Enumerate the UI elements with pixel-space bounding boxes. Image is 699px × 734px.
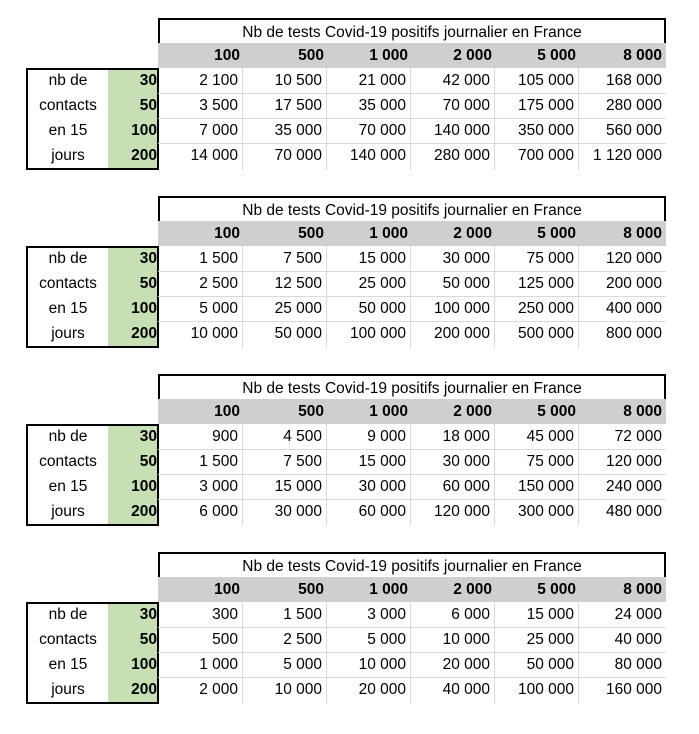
ratio-cell[interactable]: 100 (131, 122, 157, 139)
row-label: nb de (48, 428, 88, 445)
value-cell[interactable]: 70 000 (442, 97, 490, 114)
ratio-cell[interactable]: 100 (131, 300, 157, 317)
column-header[interactable]: 5 000 (494, 43, 578, 68)
ratio-cell[interactable]: 200 (131, 325, 157, 342)
row-label: jours (51, 147, 85, 164)
value-cell[interactable]: 100 000 (349, 325, 406, 342)
value-cell[interactable]: 175 000 (517, 97, 574, 114)
column-header[interactable]: 2 000 (410, 43, 494, 68)
value-cell[interactable]: 50 000 (358, 300, 406, 317)
table-title: Nb de tests Covid-19 positifs journalier en France (158, 552, 666, 577)
column-header[interactable]: 100 (158, 399, 242, 424)
value-cell[interactable]: 25 000 (358, 275, 406, 292)
row-label: en 15 (48, 478, 88, 495)
value-cell[interactable]: 140 000 (349, 147, 406, 164)
value-cell[interactable]: 35 000 (274, 122, 322, 139)
ratio-cell[interactable]: 30 (139, 606, 157, 623)
value-cell[interactable]: 280 000 (433, 147, 490, 164)
value-cell[interactable]: 60 000 (358, 503, 406, 520)
value-cell[interactable]: 12 500 (274, 275, 322, 292)
column-header[interactable]: 5 000 (494, 577, 578, 602)
value-cell[interactable]: 500 (212, 631, 238, 648)
value-cell[interactable]: 125 000 (517, 275, 574, 292)
row-label: jours (51, 325, 85, 342)
table-title: Nb de tests Covid-19 positifs journalier en France (158, 18, 666, 43)
value-cell[interactable]: 120 000 (433, 503, 490, 520)
value-cell[interactable]: 140 000 (433, 122, 490, 139)
ratio-cell[interactable]: 50 (139, 631, 157, 648)
value-cell[interactable]: 60 000 (442, 478, 490, 495)
table-block (0, 196, 699, 374)
value-cell[interactable]: 240 000 (605, 478, 662, 495)
value-cell[interactable]: 17 500 (274, 97, 322, 114)
value-cell[interactable]: 7 000 (199, 122, 238, 139)
value-cell[interactable]: 350 000 (517, 122, 574, 139)
value-cell[interactable]: 10 000 (274, 681, 322, 698)
value-cell[interactable]: 25 000 (526, 631, 574, 648)
value-cell[interactable]: 70 000 (358, 122, 406, 139)
column-header[interactable]: 100 (158, 577, 242, 602)
row-label: jours (51, 681, 85, 698)
column-header[interactable]: 2 000 (410, 399, 494, 424)
row-label: nb de (48, 606, 88, 623)
ratio-cell[interactable]: 50 (139, 275, 157, 292)
value-cell[interactable]: 280 000 (605, 97, 662, 114)
value-cell[interactable]: 30 000 (358, 478, 406, 495)
row-label: contacts (39, 97, 97, 114)
row-label: en 15 (48, 300, 88, 317)
value-cell[interactable]: 15 000 (358, 453, 406, 470)
value-cell[interactable]: 480 000 (605, 503, 662, 520)
value-cell[interactable]: 40 000 (614, 631, 662, 648)
value-cell[interactable]: 15 000 (358, 250, 406, 267)
value-cell[interactable]: 14 000 (190, 147, 238, 164)
table-block (0, 18, 699, 196)
value-cell[interactable]: 75 000 (526, 453, 574, 470)
row-label: contacts (39, 453, 97, 470)
value-cell[interactable]: 200 000 (433, 325, 490, 342)
value-cell[interactable]: 50 000 (274, 325, 322, 342)
value-cell[interactable]: 10 000 (442, 631, 490, 648)
value-cell[interactable]: 10 000 (190, 325, 238, 342)
value-cell[interactable]: 40 000 (442, 681, 490, 698)
column-header[interactable]: 8 000 (578, 399, 666, 424)
value-cell[interactable]: 2 000 (199, 681, 238, 698)
ratio-cell[interactable]: 200 (131, 503, 157, 520)
ratio-cell[interactable]: 200 (131, 681, 157, 698)
value-cell[interactable]: 9 000 (367, 428, 406, 445)
value-cell[interactable]: 21 000 (358, 72, 406, 89)
value-cell[interactable]: 30 000 (442, 453, 490, 470)
value-cell[interactable]: 120 000 (605, 453, 662, 470)
value-cell[interactable]: 7 500 (283, 250, 322, 267)
value-cell[interactable]: 700 000 (517, 147, 574, 164)
value-cell[interactable]: 5 000 (367, 631, 406, 648)
value-cell[interactable]: 30 000 (274, 503, 322, 520)
column-header[interactable]: 100 (158, 221, 242, 246)
column-header[interactable]: 500 (242, 43, 326, 68)
value-cell[interactable]: 120 000 (605, 250, 662, 267)
column-header[interactable]: 1 000 (326, 43, 410, 68)
value-cell[interactable]: 45 000 (526, 428, 574, 445)
value-cell[interactable]: 50 000 (442, 275, 490, 292)
value-cell[interactable]: 2 500 (199, 275, 238, 292)
row-label: contacts (39, 275, 97, 292)
column-header[interactable]: 1 000 (326, 577, 410, 602)
column-header[interactable]: 8 000 (578, 43, 666, 68)
value-cell[interactable]: 3 500 (199, 97, 238, 114)
value-cell[interactable]: 15 000 (274, 478, 322, 495)
value-cell[interactable]: 200 000 (605, 275, 662, 292)
value-cell[interactable]: 35 000 (358, 97, 406, 114)
column-header[interactable]: 8 000 (578, 577, 666, 602)
value-cell[interactable]: 168 000 (605, 72, 662, 89)
value-cell[interactable]: 3 000 (367, 606, 406, 623)
column-header[interactable]: 500 (242, 399, 326, 424)
value-cell[interactable]: 1 120 000 (593, 147, 662, 164)
value-cell[interactable]: 500 000 (517, 325, 574, 342)
value-cell[interactable]: 5 000 (283, 656, 322, 673)
value-cell[interactable]: 6 000 (199, 503, 238, 520)
table-title: Nb de tests Covid-19 positifs journalier en France (158, 374, 666, 399)
column-header[interactable]: 500 (242, 221, 326, 246)
value-cell[interactable]: 18 000 (442, 428, 490, 445)
column-header[interactable]: 1 000 (326, 221, 410, 246)
column-header[interactable]: 1 000 (326, 399, 410, 424)
ratio-cell[interactable]: 30 (139, 250, 157, 267)
value-cell[interactable]: 2 500 (283, 631, 322, 648)
value-cell[interactable]: 5 000 (199, 300, 238, 317)
value-cell[interactable]: 250 000 (517, 300, 574, 317)
value-cell[interactable]: 10 500 (274, 72, 322, 89)
ratio-cell[interactable]: 50 (139, 453, 157, 470)
value-cell[interactable]: 42 000 (442, 72, 490, 89)
row-label: en 15 (48, 656, 88, 673)
ratio-cell[interactable]: 30 (139, 428, 157, 445)
value-cell[interactable]: 150 000 (517, 478, 574, 495)
table-title: Nb de tests Covid-19 positifs journalier en France (158, 196, 666, 221)
value-cell[interactable]: 50 000 (526, 656, 574, 673)
value-cell[interactable]: 100 000 (433, 300, 490, 317)
value-cell[interactable]: 20 000 (358, 681, 406, 698)
column-header[interactable]: 5 000 (494, 221, 578, 246)
value-cell[interactable]: 10 000 (358, 656, 406, 673)
value-cell[interactable]: 75 000 (526, 250, 574, 267)
value-cell[interactable]: 560 000 (605, 122, 662, 139)
value-cell[interactable]: 160 000 (605, 681, 662, 698)
ratio-cell[interactable]: 100 (131, 656, 157, 673)
row-label: en 15 (48, 122, 88, 139)
value-cell[interactable]: 2 100 (199, 72, 238, 89)
ratio-cell[interactable]: 200 (131, 147, 157, 164)
value-cell[interactable]: 105 000 (517, 72, 574, 89)
value-cell[interactable]: 72 000 (614, 428, 662, 445)
value-cell[interactable]: 300 (212, 606, 238, 623)
value-cell[interactable]: 15 000 (526, 606, 574, 623)
value-cell[interactable]: 900 (212, 428, 238, 445)
value-cell[interactable]: 20 000 (442, 656, 490, 673)
value-cell[interactable]: 1 500 (199, 250, 238, 267)
value-cell[interactable]: 24 000 (614, 606, 662, 623)
value-cell[interactable]: 3 000 (199, 478, 238, 495)
column-header[interactable]: 8 000 (578, 221, 666, 246)
value-cell[interactable]: 25 000 (274, 300, 322, 317)
value-cell[interactable]: 80 000 (614, 656, 662, 673)
value-cell[interactable]: 800 000 (605, 325, 662, 342)
row-label: nb de (48, 250, 88, 267)
value-cell[interactable]: 1 500 (283, 606, 322, 623)
column-header[interactable]: 2 000 (410, 577, 494, 602)
ratio-cell[interactable]: 50 (139, 97, 157, 114)
value-cell[interactable]: 100 000 (517, 681, 574, 698)
value-cell[interactable]: 70 000 (274, 147, 322, 164)
row-label: jours (51, 503, 85, 520)
table-block (0, 552, 699, 730)
column-header[interactable]: 2 000 (410, 221, 494, 246)
value-cell[interactable]: 6 000 (451, 606, 490, 623)
value-cell[interactable]: 400 000 (605, 300, 662, 317)
value-cell[interactable]: 1 500 (199, 453, 238, 470)
value-cell[interactable]: 7 500 (283, 453, 322, 470)
ratio-cell[interactable]: 100 (131, 478, 157, 495)
value-cell[interactable]: 30 000 (442, 250, 490, 267)
column-header[interactable]: 5 000 (494, 399, 578, 424)
column-header[interactable]: 100 (158, 43, 242, 68)
ratio-cell[interactable]: 30 (139, 72, 157, 89)
value-cell[interactable]: 4 500 (283, 428, 322, 445)
row-label: nb de (48, 72, 88, 89)
value-cell[interactable]: 1 000 (199, 656, 238, 673)
value-cell[interactable]: 300 000 (517, 503, 574, 520)
row-label: contacts (39, 631, 97, 648)
column-header[interactable]: 500 (242, 577, 326, 602)
table-block (0, 374, 699, 552)
